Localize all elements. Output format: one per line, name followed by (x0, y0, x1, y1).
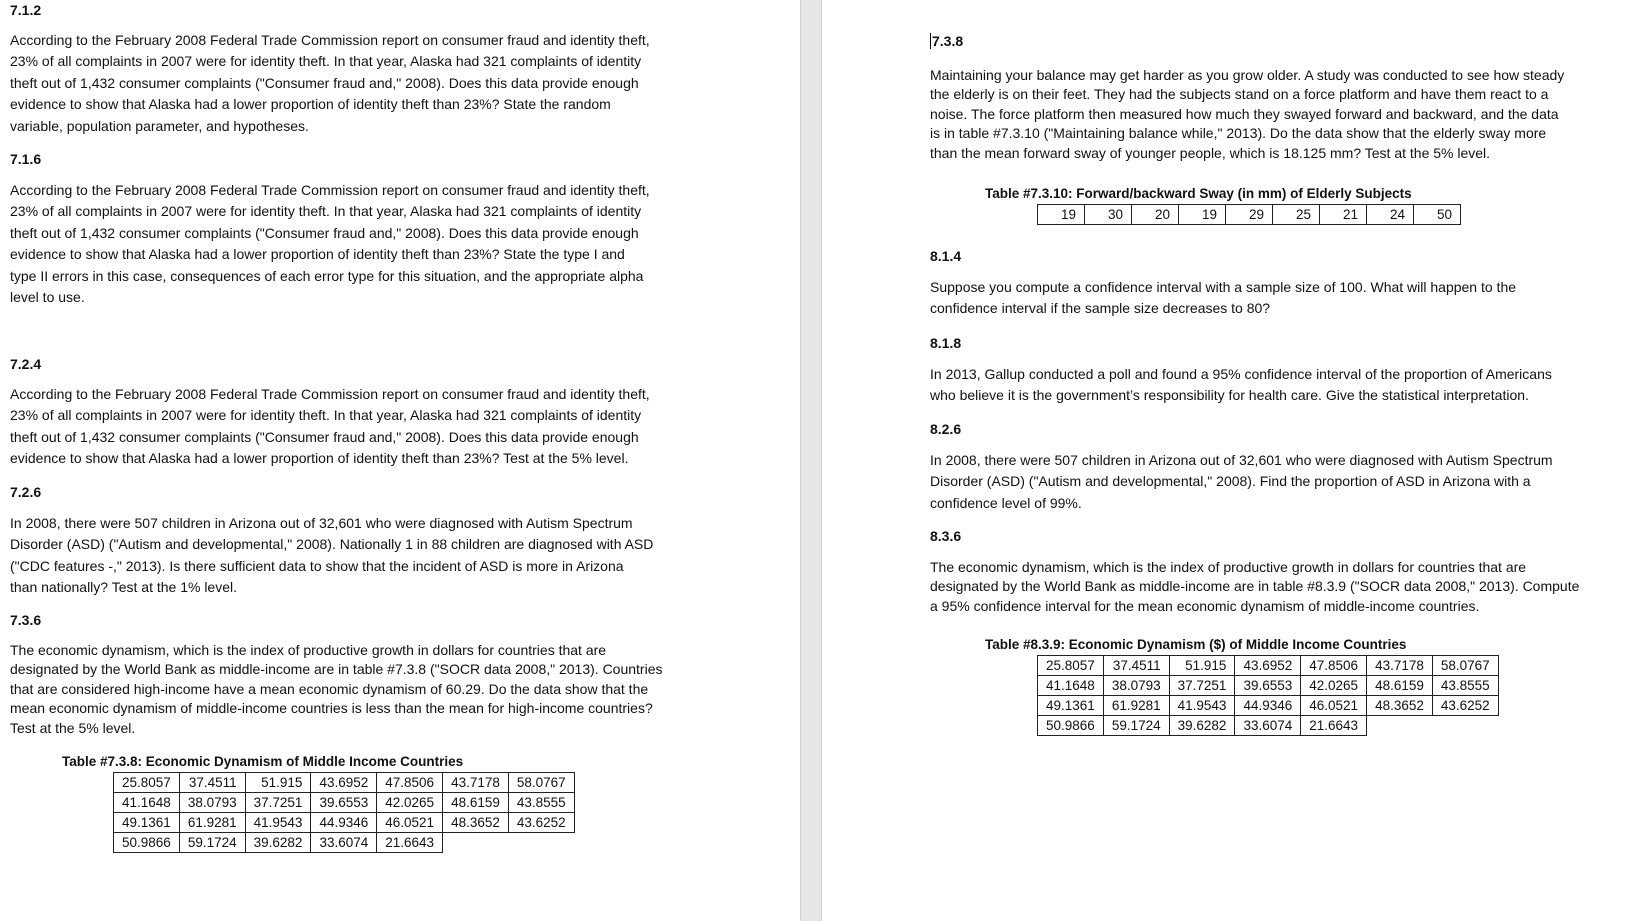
table-cell[interactable]: 41.1648 (1038, 676, 1104, 696)
data-table-7-3-10 (1037, 204, 1461, 225)
table-cell[interactable]: 58.0767 (1432, 656, 1498, 676)
table-row (1038, 696, 1499, 716)
table-cell[interactable]: 46.0521 (1301, 696, 1367, 716)
left-page (0, 0, 800, 921)
table-cell[interactable]: 38.0793 (179, 793, 245, 813)
table-cell[interactable]: 30 (1085, 205, 1132, 225)
table-cell[interactable]: 43.7178 (443, 773, 509, 793)
text-line: The economic dynamism, which is the index of productive growth in dollars for countries that are (10, 642, 607, 658)
table-row (114, 773, 575, 793)
section-heading-7-3-8 (930, 33, 963, 49)
table-cell[interactable]: 44.9346 (1235, 696, 1301, 716)
table-cell[interactable]: 50 (1414, 205, 1461, 225)
text-line: is in table #7.3.10 ("Maintaining balance while," 2013). Do the data show that the elderly sway more (930, 125, 1547, 142)
text-line: ("CDC features -," 2013). Is there sufficient data to show that the incident of ASD is more in Arizona (10, 557, 624, 574)
table-cell[interactable]: 47.8506 (1301, 656, 1367, 676)
problem-8-2-6-text[interactable] (930, 450, 1553, 514)
section-heading-7-2-4: 7.2.4 (10, 356, 42, 372)
text-line: In 2008, there were 507 children in Arizona out of 32,601 who were diagnosed with Autism Spectrum (930, 452, 1553, 468)
table-row (114, 813, 575, 833)
right-page (822, 0, 1632, 921)
table-cell[interactable]: 39.6282 (1169, 716, 1235, 736)
table-cell[interactable]: 19 (1038, 205, 1085, 225)
table-row (1038, 656, 1499, 676)
table-cell[interactable]: 20 (1132, 205, 1179, 225)
text-line: According to the February 2008 Federal Trade Commission report on consumer fraud and identity theft, (10, 32, 650, 48)
table-cell[interactable]: 43.6952 (1235, 656, 1301, 676)
text-line: In 2008, there were 507 children in Arizona out of 32,601 who were diagnosed with Autism Spectrum (10, 515, 633, 531)
text-line: that are considered high-income have a mean economic dynamism of 60.29. Do the data show that the (10, 680, 649, 697)
text-line: variable, population parameter, and hypotheses. (10, 117, 309, 134)
text-line: level to use. (10, 289, 85, 306)
problem-7-1-6-text[interactable] (10, 180, 650, 308)
section-heading-8-2-6: 8.2.6 (930, 421, 962, 437)
table-cell[interactable]: 25 (1273, 205, 1320, 225)
text-line: theft out of 1,432 consumer complaints ("Consumer fraud and," 2008). Does this data provide enough (10, 224, 639, 241)
table-cell[interactable]: 37.4511 (1103, 656, 1169, 676)
section-heading-8-1-4: 8.1.4 (930, 248, 962, 264)
table-cell[interactable]: 29 (1226, 205, 1273, 225)
table-cell[interactable]: 47.8506 (377, 773, 443, 793)
table-caption-7-3-8: Table #7.3.8: Economic Dynamism of Middle Income Countries (62, 754, 464, 769)
table-cell[interactable]: 48.6159 (443, 793, 509, 813)
table-cell[interactable]: 61.9281 (1103, 696, 1169, 716)
data-table-8-3-9 (1037, 655, 1499, 736)
table-cell[interactable]: 37.7251 (245, 793, 311, 813)
text-line: 23% of all complaints in 2007 were for identity theft. In that year, Alaska had 321 complaints of identity (10, 53, 642, 70)
section-heading-7-1-6: 7.1.6 (10, 151, 42, 167)
text-line: than nationally? Test at the 1% level. (10, 579, 238, 596)
text-line: theft out of 1,432 consumer complaints ("Consumer fraud and," 2008). Does this data provide enough (10, 74, 639, 91)
text-line: confidence interval if the sample size decreases to 80? (930, 300, 1271, 317)
problem-7-3-6-text[interactable] (10, 641, 663, 738)
text-line: Maintaining your balance may get harder as you grow older. A study was conducted to see how steady (930, 67, 1565, 83)
text-line: evidence to show that Alaska had a lower proportion of identity theft than 23%? Test at the 5% level. (10, 450, 629, 467)
text-line: The economic dynamism, which is the index of productive growth in dollars for countries that are (930, 559, 1527, 575)
table-cell[interactable]: 39.6282 (245, 833, 311, 853)
table-cell[interactable]: 43.8555 (508, 793, 574, 813)
table-row (1038, 205, 1461, 225)
table-cell[interactable]: 49.1361 (1038, 696, 1104, 716)
text-line: noise. The force platform then measured how much they swayed forward and backward, and the data (930, 105, 1559, 122)
table-cell[interactable]: 25.8057 (1038, 656, 1104, 676)
table-cell[interactable]: 44.9346 (311, 813, 377, 833)
text-line: In 2013, Gallup conducted a poll and found a 95% confidence interval of the proportion of Americans (930, 366, 1552, 382)
table-cell[interactable]: 25.8057 (114, 773, 180, 793)
text-line: According to the February 2008 Federal Trade Commission report on consumer fraud and identity theft, (10, 386, 650, 402)
table-cell[interactable]: 39.6553 (1235, 676, 1301, 696)
table-cell[interactable]: 61.9281 (179, 813, 245, 833)
text-line: 23% of all complaints in 2007 were for identity theft. In that year, Alaska had 321 complaints of identity (10, 407, 642, 424)
table-row (1038, 676, 1499, 696)
table-cell[interactable]: 41.9543 (1169, 696, 1235, 716)
text-line: confidence level of 99%. (930, 494, 1082, 511)
table-cell[interactable]: 43.6952 (311, 773, 377, 793)
table-cell[interactable]: 41.9543 (245, 813, 311, 833)
text-line: Disorder (ASD) ("Autism and developmental," 2008). Find the proportion of ASD in Arizona with a (930, 473, 1531, 490)
table-caption-8-3-9: Table #8.3.9: Economic Dynamism ($) of Middle Income Countries (985, 637, 1407, 652)
text-line: evidence to show that Alaska had a lower proportion of identity theft than 23%? State the type I and (10, 246, 625, 263)
text-cursor (930, 33, 931, 49)
table-cell[interactable]: 19 (1179, 205, 1226, 225)
table-cell[interactable]: 59.1724 (179, 833, 245, 853)
text-line: Disorder (ASD) ("Autism and developmental," 2008). Nationally 1 in 88 children are diagnosed with ASD (10, 536, 654, 553)
section-heading-7-1-2: 7.1.2 (10, 2, 42, 18)
table-cell[interactable]: 43.8555 (1432, 676, 1498, 696)
table-cell[interactable]: 21 (1320, 205, 1367, 225)
table-cell[interactable]: 24 (1367, 205, 1414, 225)
heading-text: 7.3.8 (932, 33, 964, 49)
section-heading-7-2-6: 7.2.6 (10, 484, 42, 500)
table-cell[interactable]: 49.1361 (114, 813, 180, 833)
table-cell[interactable]: 43.6252 (508, 813, 574, 833)
table-cell[interactable]: 42.0265 (1301, 676, 1367, 696)
text-line: who believe it is the government’s responsibility for health care. Give the statistical interpretation. (930, 387, 1529, 404)
problem-8-3-6-text[interactable] (930, 558, 1579, 616)
text-line: than the mean forward sway of younger people, which is 18.125 mm? Test at the 5% level. (930, 144, 1491, 161)
table-cell[interactable]: 51.915 (1169, 656, 1235, 676)
table-cell[interactable]: 43.6252 (1432, 696, 1498, 716)
problem-8-1-8-text[interactable] (930, 364, 1552, 407)
text-line: a 95% confidence interval for the mean economic dynamism of middle-income countries. (930, 597, 1480, 614)
text-line: 23% of all complaints in 2007 were for identity theft. In that year, Alaska had 321 complaints of identity (10, 203, 642, 220)
problem-7-1-2-text[interactable] (10, 30, 650, 137)
text-line: Suppose you compute a confidence interval with a sample size of 100. What will happen to the (930, 279, 1517, 295)
section-heading-8-1-8: 8.1.8 (930, 335, 962, 351)
data-table-7-3-8 (113, 772, 575, 853)
section-heading-7-3-6: 7.3.6 (10, 612, 42, 628)
text-line: designated by the World Bank as middle-income are in table #8.3.9 ("SOCR data 2008," 2013). Compute (930, 578, 1580, 595)
table-cell[interactable]: 48.6159 (1367, 676, 1433, 696)
text-line: the elderly is on their feet. They had the subjects stand on a force platform and have them react to a (930, 86, 1549, 103)
table-cell[interactable]: 37.7251 (1169, 676, 1235, 696)
table-cell[interactable]: 41.1648 (114, 793, 180, 813)
table-row (1038, 716, 1499, 736)
text-line: mean economic dynamism of middle-income countries is less than the mean for high-income countries? (10, 700, 653, 717)
table-cell[interactable]: 50.9866 (114, 833, 180, 853)
table-cell[interactable]: 38.0793 (1103, 676, 1169, 696)
table-cell[interactable]: 37.4511 (179, 773, 245, 793)
table-caption-7-3-10: Table #7.3.10: Forward/backward Sway (in mm) of Elderly Subjects (985, 186, 1412, 201)
table-cell[interactable]: 33.6074 (311, 833, 377, 853)
table-cell[interactable]: 21.6643 (377, 833, 443, 853)
text-line: evidence to show that Alaska had a lower proportion of identity theft than 23%? State the random (10, 96, 611, 113)
table-cell[interactable]: 48.3652 (1367, 696, 1433, 716)
table-row (114, 793, 575, 813)
table-cell[interactable]: 39.6553 (311, 793, 377, 813)
table-cell[interactable]: 51.915 (245, 773, 311, 793)
text-line: Test at the 5% level. (10, 719, 136, 736)
table-cell[interactable]: 33.6074 (1235, 716, 1301, 736)
text-line: designated by the World Bank as middle-income are in table #7.3.8 ("SOCR data 2008," 2013). Countries (10, 661, 663, 678)
table-row (114, 833, 575, 853)
table-cell[interactable]: 43.7178 (1367, 656, 1433, 676)
problem-8-1-4-text[interactable] (930, 277, 1516, 320)
text-line: type II errors in this case, consequences of each error type for this situation, and the appropriate alpha (10, 267, 644, 284)
table-cell[interactable]: 48.3652 (443, 813, 509, 833)
table-cell[interactable]: 42.0265 (377, 793, 443, 813)
table-cell[interactable]: 46.0521 (377, 813, 443, 833)
section-heading-8-3-6: 8.3.6 (930, 528, 962, 544)
text-line: According to the February 2008 Federal Trade Commission report on consumer fraud and identity theft, (10, 182, 650, 198)
table-cell[interactable]: 58.0767 (508, 773, 574, 793)
table-cell[interactable]: 21.6643 (1301, 716, 1367, 736)
text-line: theft out of 1,432 consumer complaints ("Consumer fraud and," 2008). Does this data provide enough (10, 428, 639, 445)
problem-7-2-4-text[interactable] (10, 384, 650, 470)
table-cell[interactable]: 50.9866 (1038, 716, 1104, 736)
page-gutter (800, 0, 822, 921)
table-cell[interactable]: 59.1724 (1103, 716, 1169, 736)
problem-7-2-6-text[interactable] (10, 513, 653, 599)
problem-7-3-8-text[interactable] (930, 66, 1564, 163)
